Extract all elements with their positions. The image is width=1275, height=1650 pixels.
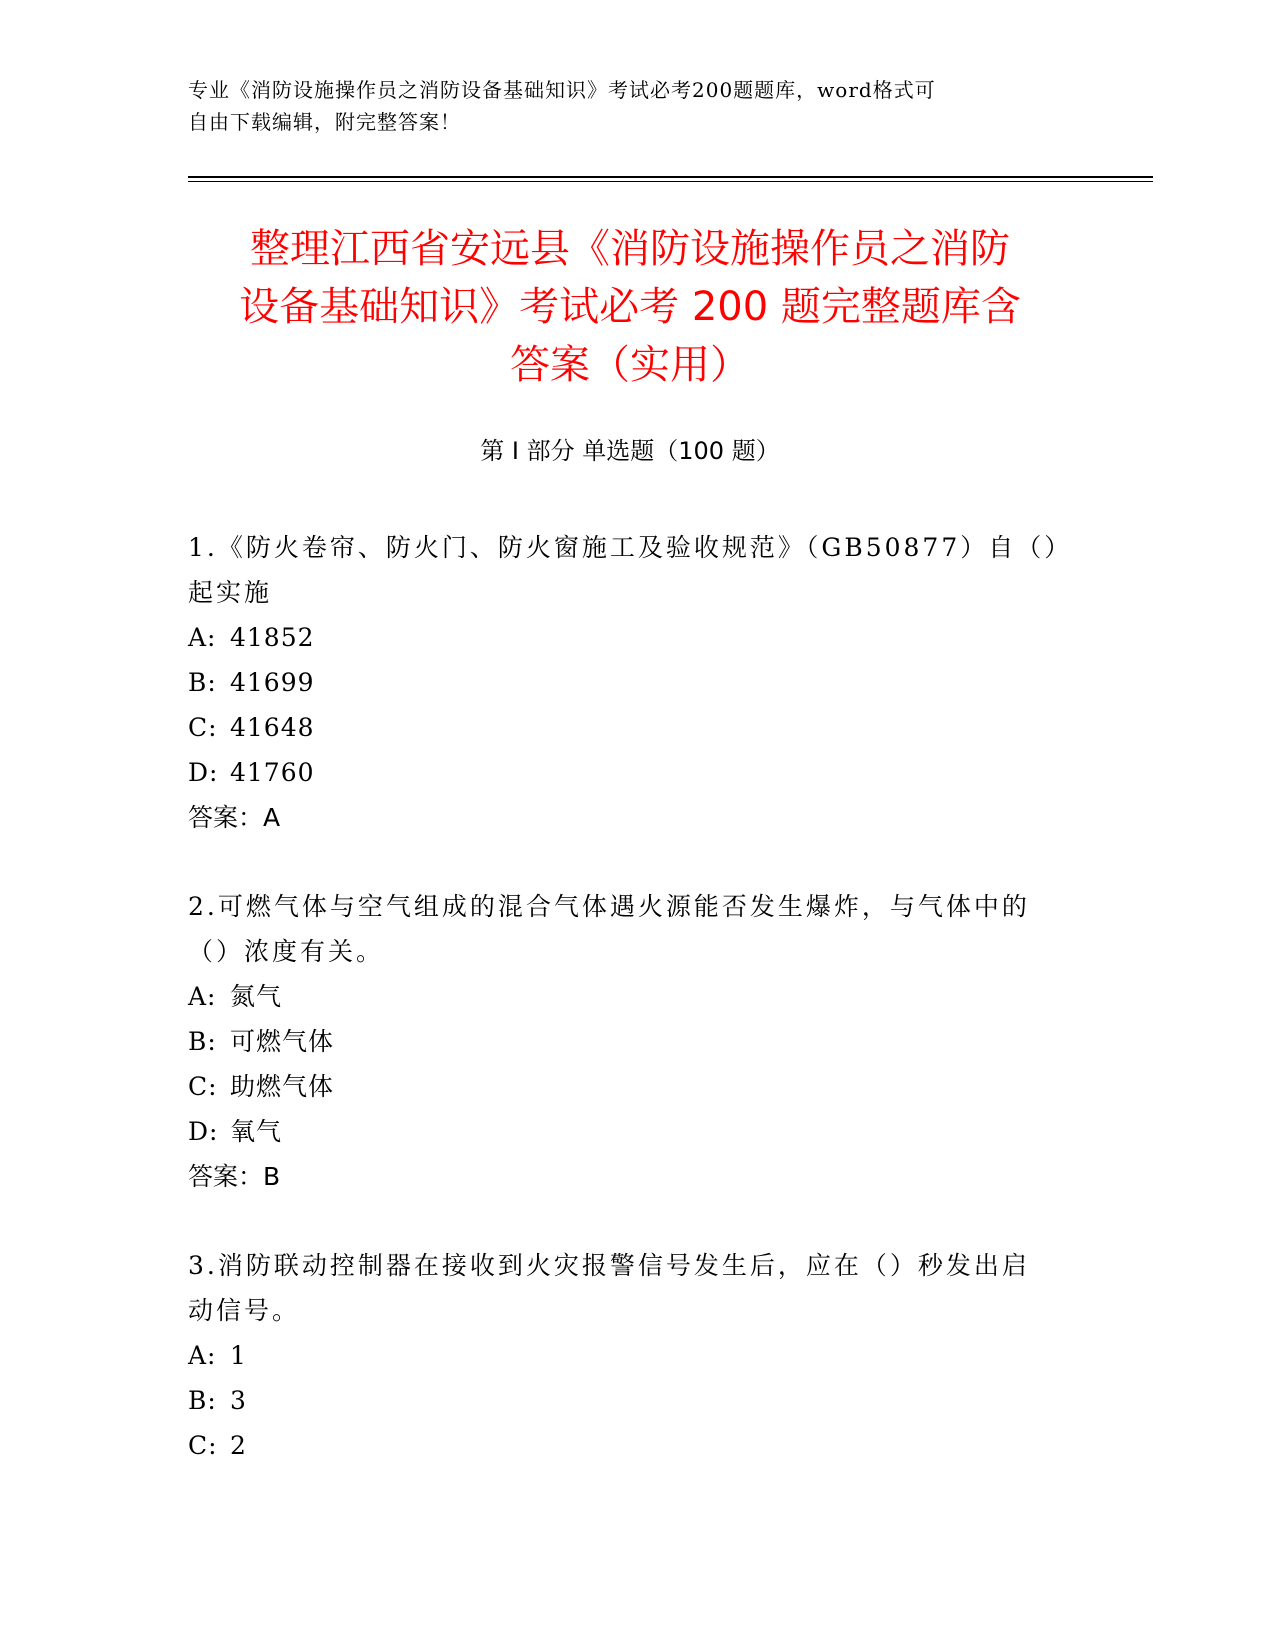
option-b <box>188 1019 1078 1064</box>
option-c <box>188 705 1078 750</box>
option-a <box>188 974 1078 1019</box>
question-text-line-2: 起实施 <box>188 578 273 607</box>
question-list <box>188 525 1078 1512</box>
option-letter: A: <box>188 982 217 1011</box>
question-text-line-1: 3.消防联动控制器在接收到火灾报警信号发生后，应在（）秒发出启 <box>188 1251 1030 1280</box>
header-rule-thin <box>188 181 1153 182</box>
option-text: 41699 <box>230 668 315 697</box>
option-b <box>188 660 1078 705</box>
question-3 <box>188 1243 1078 1468</box>
option-letter: D: <box>188 1117 219 1146</box>
question-2 <box>188 884 1078 1199</box>
option-a <box>188 1333 1078 1378</box>
option-a <box>188 615 1078 660</box>
option-text: 氮气 <box>230 982 283 1011</box>
title-line-2: 设备基础知识》考试必考 200 题完整题库含 <box>239 284 1021 330</box>
question-text-line-1: 2.可燃气体与空气组成的混合气体遇火源能否发生爆炸，与气体中的 <box>188 892 1030 921</box>
option-letter: A: <box>188 1341 217 1370</box>
option-text: 41760 <box>230 758 315 787</box>
intro-text <box>188 74 1068 138</box>
intro-line-2: 自由下载编辑，附完整答案！ <box>188 110 461 134</box>
option-text: 氧气 <box>230 1117 283 1146</box>
answer: 答案：B <box>188 1162 281 1191</box>
option-letter: B: <box>188 1027 217 1056</box>
intro-line-1: 专业《消防设施操作员之消防设备基础知识》考试必考200题题库，word格式可 <box>188 78 936 102</box>
option-letter: C: <box>188 1431 218 1460</box>
title-line-3: 答案（实用） <box>510 342 750 388</box>
option-letter: C: <box>188 1072 218 1101</box>
option-letter: D: <box>188 758 219 787</box>
option-text: 41648 <box>230 713 315 742</box>
option-d <box>188 1109 1078 1154</box>
answer: 答案：A <box>188 803 281 832</box>
option-letter: B: <box>188 1386 217 1415</box>
option-text: 3 <box>230 1386 247 1415</box>
option-b <box>188 1378 1078 1423</box>
question-1 <box>188 525 1078 840</box>
option-text: 2 <box>230 1431 247 1460</box>
option-letter: A: <box>188 623 217 652</box>
question-text-line-2: （）浓度有关。 <box>188 937 385 966</box>
title-line-1: 整理江西省安远县《消防设施操作员之消防 <box>250 226 1010 272</box>
option-text: 41852 <box>230 623 315 652</box>
option-text: 1 <box>230 1341 247 1370</box>
option-c <box>188 1064 1078 1109</box>
section-heading: 第 I 部分 单选题（100 题） <box>480 437 780 465</box>
option-letter: B: <box>188 668 217 697</box>
option-text: 可燃气体 <box>230 1027 335 1056</box>
question-text-line-2: 动信号。 <box>188 1296 301 1325</box>
option-text: 助燃气体 <box>230 1072 335 1101</box>
document-title <box>180 220 1080 394</box>
option-d <box>188 750 1078 795</box>
option-c <box>188 1423 1078 1468</box>
question-text-line-1: 1.《防火卷帘、防火门、防火窗施工及验收规范》（GB50877）自（） <box>188 533 1073 562</box>
option-letter: C: <box>188 713 218 742</box>
header-rule-thick <box>188 176 1153 178</box>
